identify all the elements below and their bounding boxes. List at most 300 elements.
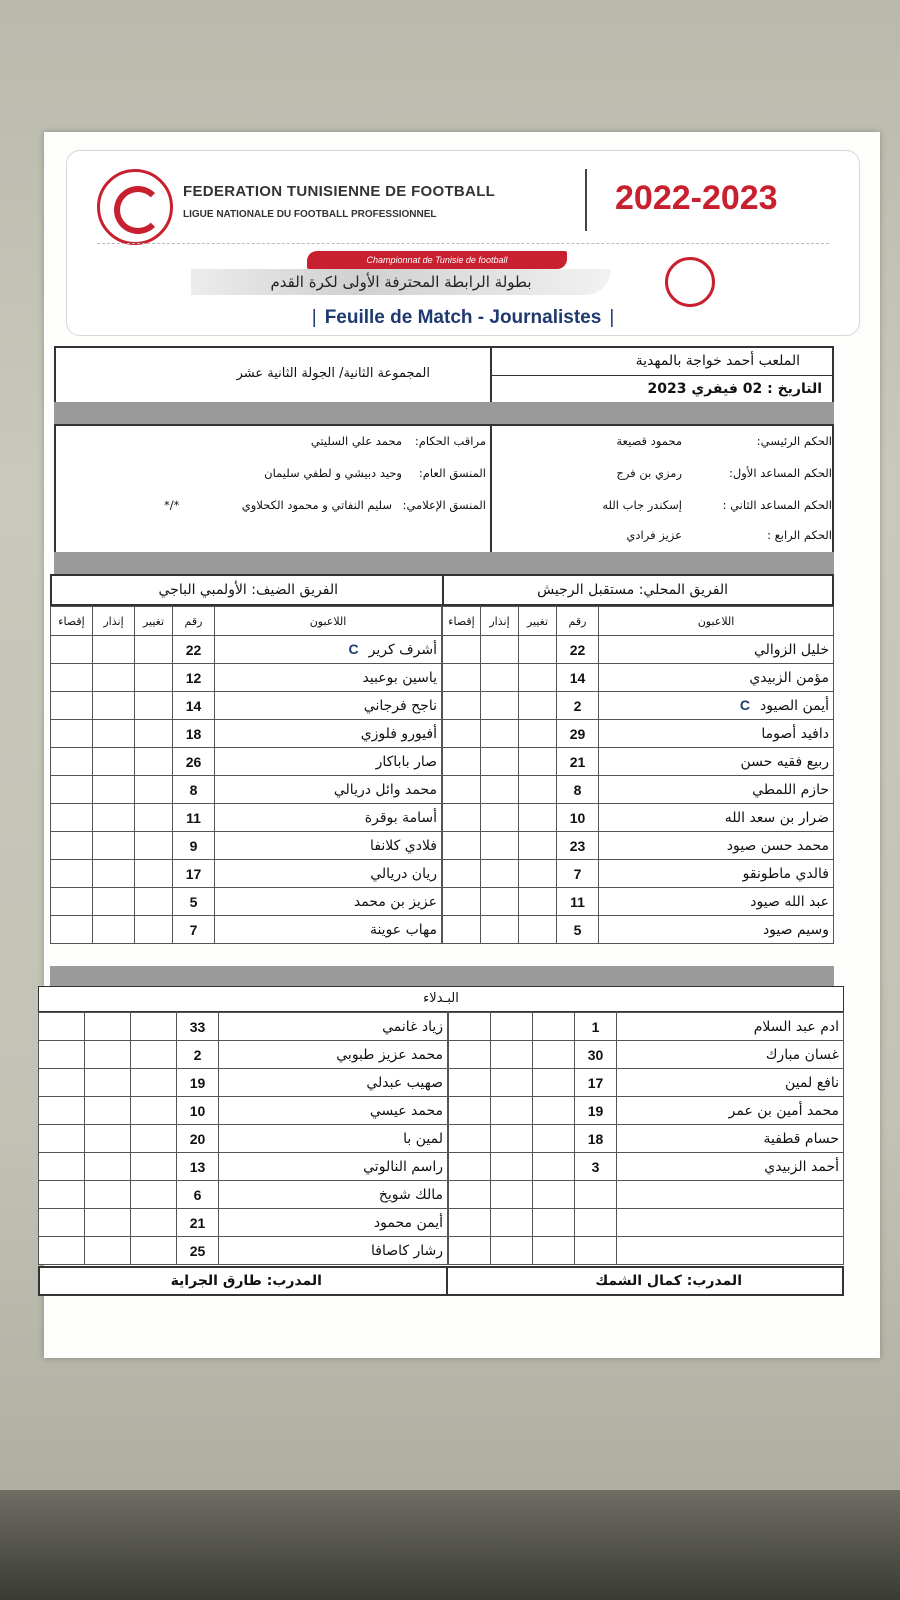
player-row (449, 1237, 844, 1265)
stadium: الملعب أحمد خواجة بالمهدية (635, 353, 800, 369)
col-warning: إنذار (481, 607, 519, 636)
expulsion-cell (51, 832, 93, 860)
player-name: مالك شويخ (378, 1186, 443, 1203)
player-number: 11 (557, 888, 599, 916)
player-name-cell (599, 664, 834, 692)
player-name: محمد وائل دريالي (333, 781, 437, 798)
warning-cell (481, 720, 519, 748)
expulsion-cell (39, 1209, 85, 1237)
sub-cell (131, 1153, 177, 1181)
warning-cell (491, 1153, 533, 1181)
gray-band-1 (54, 402, 834, 424)
player-name-cell (599, 776, 834, 804)
official-value-6: وحيد دبيشي و لطفي سليمان (264, 466, 402, 480)
player-number: 5 (557, 916, 599, 944)
championship-fr: Championnat de Tunisie de football (307, 251, 567, 269)
sub-cell (135, 916, 173, 944)
player-row (39, 1013, 448, 1041)
warning-cell (481, 748, 519, 776)
player-name-cell (617, 1041, 844, 1069)
warning-cell (481, 832, 519, 860)
sub-cell (135, 888, 173, 916)
warning-cell (93, 916, 135, 944)
player-row (443, 804, 834, 832)
player-name: محمد عيسي (369, 1102, 443, 1119)
expulsion-cell (39, 1097, 85, 1125)
official-label-3: الحكم المساعد الثاني : (722, 498, 832, 512)
col-number: رقم (557, 607, 599, 636)
warning-cell (85, 1013, 131, 1041)
player-name: محمد أمين بن عمر (728, 1102, 839, 1119)
warning-cell (491, 1209, 533, 1237)
player-row (51, 804, 442, 832)
official-value-3: إسكندر جاب الله (602, 498, 682, 512)
player-name-cell (215, 916, 442, 944)
match-sheet (44, 132, 880, 1358)
player-name: محمد حسن صيود (726, 837, 829, 854)
player-number: 22 (557, 636, 599, 664)
floor-background (0, 1490, 900, 1600)
expulsion-cell (443, 832, 481, 860)
player-name: حسام قطفية (763, 1130, 839, 1147)
player-row (51, 860, 442, 888)
player-name: مهاب عوينة (369, 921, 437, 938)
player-name-cell (219, 1181, 448, 1209)
warning-cell (93, 664, 135, 692)
expulsion-cell (449, 1237, 491, 1265)
expulsion-cell (443, 804, 481, 832)
official-label-6: المنسق العام: (418, 466, 486, 480)
expulsion-cell (51, 636, 93, 664)
sub-cell (135, 832, 173, 860)
home-coach: المدرب: كمال الشمك (595, 1273, 742, 1289)
official-mark: */* (164, 498, 180, 512)
expulsion-cell (443, 776, 481, 804)
player-name-cell (215, 888, 442, 916)
sub-cell (131, 1097, 177, 1125)
player-name-cell (215, 860, 442, 888)
group-round: المجموعة الثانية/ الجولة الثانية عشر (236, 366, 430, 381)
player-name-cell (617, 1069, 844, 1097)
official-value-7: سليم النفاتي و محمود الكحلاوي (241, 498, 392, 512)
player-name-cell (215, 776, 442, 804)
player-name: خليل الزوالي (753, 641, 829, 658)
expulsion-cell (449, 1069, 491, 1097)
expulsion-cell (443, 692, 481, 720)
player-row (449, 1069, 844, 1097)
warning-cell (93, 888, 135, 916)
player-name-cell (219, 1041, 448, 1069)
sub-cell (519, 636, 557, 664)
sub-cell (519, 860, 557, 888)
player-number: 21 (177, 1209, 219, 1237)
official-value-1: محمود قصيعة (616, 434, 682, 448)
player-name-cell (219, 1125, 448, 1153)
player-number: 10 (177, 1097, 219, 1125)
warning-cell (491, 1097, 533, 1125)
official-label-1: الحكم الرئيسي: (756, 434, 832, 448)
player-row (443, 916, 834, 944)
player-number: 7 (557, 860, 599, 888)
player-name: أيمن الصيود (760, 698, 829, 714)
sub-cell (131, 1209, 177, 1237)
sub-cell (519, 748, 557, 776)
sub-cell (533, 1041, 575, 1069)
player-name-cell (617, 1237, 844, 1265)
sub-cell (533, 1209, 575, 1237)
expulsion-cell (51, 860, 93, 888)
player-number (575, 1209, 617, 1237)
player-number: 1 (575, 1013, 617, 1041)
player-name: أحمد الزبيدي (764, 1158, 839, 1175)
col-sub: تغيير (519, 607, 557, 636)
warning-cell (85, 1041, 131, 1069)
player-row (449, 1013, 844, 1041)
expulsion-cell (443, 888, 481, 916)
player-number: 8 (557, 776, 599, 804)
title-bar-left: | (311, 307, 317, 328)
warning-cell (491, 1013, 533, 1041)
warning-cell (93, 692, 135, 720)
sub-cell (519, 720, 557, 748)
expulsion-cell (39, 1153, 85, 1181)
player-number: 25 (177, 1237, 219, 1265)
col-players: اللاعبون (599, 607, 834, 636)
player-number: 18 (575, 1125, 617, 1153)
player-number: 21 (557, 748, 599, 776)
warning-cell (481, 916, 519, 944)
away-team-title: الفريق الضيف: الأولمبي الباجي (158, 582, 338, 598)
player-number: 10 (557, 804, 599, 832)
player-name-cell (617, 1209, 844, 1237)
sub-cell (135, 776, 173, 804)
player-name-cell (599, 636, 834, 664)
season: 2022-2023 (615, 179, 778, 217)
sheet-title-text: Feuille de Match - Journalistes (324, 307, 602, 328)
player-number: 11 (173, 804, 215, 832)
player-row (39, 1181, 448, 1209)
expulsion-cell (39, 1125, 85, 1153)
player-row (443, 832, 834, 860)
officials-divider (490, 426, 492, 554)
official-label-7: المنسق الإعلامي: (402, 498, 486, 512)
sub-cell (135, 636, 173, 664)
player-number: 29 (557, 720, 599, 748)
player-row (443, 860, 834, 888)
player-number: 8 (173, 776, 215, 804)
player-name-cell (599, 720, 834, 748)
player-name: حازم اللمطي (752, 781, 829, 798)
player-row (443, 636, 834, 664)
player-name: ضرار بن سعد الله (724, 809, 829, 826)
player-number: 13 (177, 1153, 219, 1181)
player-name: ياسين بوعبيد (362, 669, 437, 686)
sub-cell (131, 1041, 177, 1069)
sub-cell (135, 692, 173, 720)
col-players: اللاعبون (215, 607, 442, 636)
sub-cell (131, 1013, 177, 1041)
player-number: 5 (173, 888, 215, 916)
expulsion-cell (443, 664, 481, 692)
player-name-cell (617, 1013, 844, 1041)
expulsion-cell (449, 1181, 491, 1209)
player-name: صهيب عبدلي (366, 1074, 443, 1091)
player-row (443, 664, 834, 692)
league-logo-icon (665, 257, 715, 307)
player-name: محمد عزيز طبوبي (336, 1046, 443, 1063)
expulsion-cell (39, 1069, 85, 1097)
sub-cell (131, 1237, 177, 1265)
sub-cell (533, 1097, 575, 1125)
official-label-2: الحكم المساعد الأول: (729, 466, 832, 480)
sub-cell (533, 1069, 575, 1097)
player-row (51, 888, 442, 916)
player-row (51, 776, 442, 804)
player-row (39, 1209, 448, 1237)
expulsion-cell (39, 1237, 85, 1265)
warning-cell (93, 748, 135, 776)
player-name-cell (219, 1153, 448, 1181)
federation-name: FEDERATION TUNISIENNE DE FOOTBALL (183, 183, 496, 200)
sub-cell (533, 1153, 575, 1181)
match-date: التاريخ : 02 فيفري 2023 (647, 381, 822, 397)
official-label-5: مراقب الحكام: (414, 434, 486, 448)
sheet-header (66, 150, 860, 336)
player-name: فالدي ماطونقو (742, 865, 829, 882)
expulsion-cell (449, 1153, 491, 1181)
player-name: عزيز بن محمد (353, 893, 437, 910)
federation-logo-icon (97, 169, 173, 245)
player-name-cell (599, 832, 834, 860)
player-name: عبد الله صيود (750, 893, 829, 910)
col-warning: إنذار (93, 607, 135, 636)
player-row (39, 1097, 448, 1125)
player-number: 26 (173, 748, 215, 776)
player-name-cell (617, 1125, 844, 1153)
warning-cell (481, 664, 519, 692)
info-row-divider (490, 375, 834, 376)
player-name-cell (215, 804, 442, 832)
player-name-cell (599, 692, 834, 720)
player-name-cell (617, 1153, 844, 1181)
championship-ar: بطولة الرابطة المحترفة الأولى لكرة القدم (191, 269, 611, 295)
player-number: 14 (557, 664, 599, 692)
player-row (443, 776, 834, 804)
warning-cell (85, 1153, 131, 1181)
warning-cell (85, 1069, 131, 1097)
player-name-cell (215, 748, 442, 776)
player-row (51, 664, 442, 692)
officials-box (54, 424, 834, 554)
sub-cell (519, 888, 557, 916)
warning-cell (93, 832, 135, 860)
official-value-4: عزيز فرادي (626, 528, 682, 542)
warning-cell (481, 860, 519, 888)
sub-cell (135, 748, 173, 776)
warning-cell (481, 636, 519, 664)
player-row (39, 1069, 448, 1097)
player-name-cell (219, 1069, 448, 1097)
expulsion-cell (443, 748, 481, 776)
expulsion-cell (449, 1097, 491, 1125)
player-number: 23 (557, 832, 599, 860)
player-row (51, 916, 442, 944)
warning-cell (491, 1181, 533, 1209)
home-subs-table (448, 1012, 844, 1265)
player-row (51, 692, 442, 720)
expulsion-cell (51, 804, 93, 832)
player-number: 30 (575, 1041, 617, 1069)
official-value-5: محمد علي السليتي (310, 434, 402, 448)
sub-cell (131, 1125, 177, 1153)
sub-cell (519, 664, 557, 692)
player-row (449, 1097, 844, 1125)
warning-cell (481, 692, 519, 720)
player-name-cell (599, 860, 834, 888)
expulsion-cell (449, 1013, 491, 1041)
warning-cell (491, 1237, 533, 1265)
warning-cell (85, 1125, 131, 1153)
player-row (443, 692, 834, 720)
sub-cell (533, 1125, 575, 1153)
player-name: ربيع فقيه حسن (740, 753, 829, 770)
warning-cell (93, 636, 135, 664)
player-number: 33 (177, 1013, 219, 1041)
player-row (443, 720, 834, 748)
expulsion-cell (51, 692, 93, 720)
player-name: نافع لمين (785, 1074, 839, 1091)
player-number: 3 (575, 1153, 617, 1181)
player-row (39, 1125, 448, 1153)
player-name: ناجح فرجاني (363, 697, 437, 714)
player-row (39, 1153, 448, 1181)
player-number: 12 (173, 664, 215, 692)
player-row (51, 748, 442, 776)
expulsion-cell (449, 1125, 491, 1153)
away-subs-table (38, 1012, 448, 1265)
expulsion-cell (39, 1041, 85, 1069)
sub-cell (519, 804, 557, 832)
player-name-cell (215, 832, 442, 860)
warning-cell (85, 1097, 131, 1125)
warning-cell (93, 860, 135, 888)
player-name-cell (617, 1097, 844, 1125)
player-name: مؤمن الزبيدي (749, 669, 829, 686)
player-row (39, 1237, 448, 1265)
expulsion-cell (443, 720, 481, 748)
player-number (575, 1237, 617, 1265)
sub-cell (533, 1181, 575, 1209)
player-row (51, 832, 442, 860)
player-name-cell (599, 916, 834, 944)
player-name-cell (215, 720, 442, 748)
home-team-title: الفريق المحلي: مستقبل الرجيش (537, 582, 728, 598)
warning-cell (481, 804, 519, 832)
player-name: راسم النالوتي (363, 1158, 443, 1175)
player-name-cell (219, 1209, 448, 1237)
player-row (51, 720, 442, 748)
player-name-cell (215, 636, 442, 664)
teams-divider (442, 576, 444, 606)
info-divider (490, 348, 492, 404)
sub-cell (519, 776, 557, 804)
expulsion-cell (443, 636, 481, 664)
sub-cell (533, 1237, 575, 1265)
expulsion-cell (51, 720, 93, 748)
player-row (449, 1153, 844, 1181)
player-name: فلادي كلانفا (370, 837, 437, 854)
expulsion-cell (443, 916, 481, 944)
warning-cell (481, 888, 519, 916)
expulsion-cell (51, 888, 93, 916)
warning-cell (481, 776, 519, 804)
gray-band-3 (50, 966, 834, 986)
player-name: رشار كاصافا (370, 1242, 443, 1259)
away-coach: المدرب: طارق الجراية (170, 1273, 322, 1289)
player-name: زياد غانمي (382, 1018, 443, 1035)
title-bar-right: | (609, 307, 615, 328)
player-row (443, 748, 834, 776)
warning-cell (491, 1069, 533, 1097)
col-expulsion: إقصاء (443, 607, 481, 636)
warning-cell (85, 1237, 131, 1265)
player-number: 2 (557, 692, 599, 720)
warning-cell (93, 804, 135, 832)
player-name-cell (599, 888, 834, 916)
player-number: 9 (173, 832, 215, 860)
player-name: ريان دريالي (370, 865, 437, 882)
home-starters-table (442, 606, 834, 944)
player-number: 17 (575, 1069, 617, 1097)
player-name-cell (219, 1097, 448, 1125)
expulsion-cell (443, 860, 481, 888)
player-row (449, 1125, 844, 1153)
player-name: أسامة بوقرة (364, 809, 437, 826)
col-number: رقم (173, 607, 215, 636)
player-number: 2 (177, 1041, 219, 1069)
sub-cell (131, 1069, 177, 1097)
expulsion-cell (449, 1041, 491, 1069)
expulsion-cell (51, 776, 93, 804)
player-name: أيمن محمود (373, 1214, 443, 1231)
expulsion-cell (39, 1181, 85, 1209)
player-row (449, 1041, 844, 1069)
expulsion-cell (51, 916, 93, 944)
player-number: 17 (173, 860, 215, 888)
warning-cell (85, 1181, 131, 1209)
player-name: أفيورو فلوزي (360, 725, 437, 742)
player-name: وسيم صيود (762, 921, 829, 938)
warning-cell (93, 720, 135, 748)
captain-mark: C (348, 641, 359, 657)
sub-cell (135, 804, 173, 832)
captain-mark: C (739, 697, 751, 713)
player-name-cell (215, 692, 442, 720)
expulsion-cell (449, 1209, 491, 1237)
player-number: 18 (173, 720, 215, 748)
player-name: ادم عبد السلام (753, 1018, 839, 1035)
sub-cell (135, 720, 173, 748)
expulsion-cell (39, 1013, 85, 1041)
sub-cell (135, 664, 173, 692)
player-name-cell (599, 748, 834, 776)
sub-cell (519, 692, 557, 720)
warning-cell (85, 1209, 131, 1237)
player-name-cell (599, 804, 834, 832)
sub-cell (519, 916, 557, 944)
player-number: 20 (177, 1125, 219, 1153)
sub-cell (131, 1181, 177, 1209)
